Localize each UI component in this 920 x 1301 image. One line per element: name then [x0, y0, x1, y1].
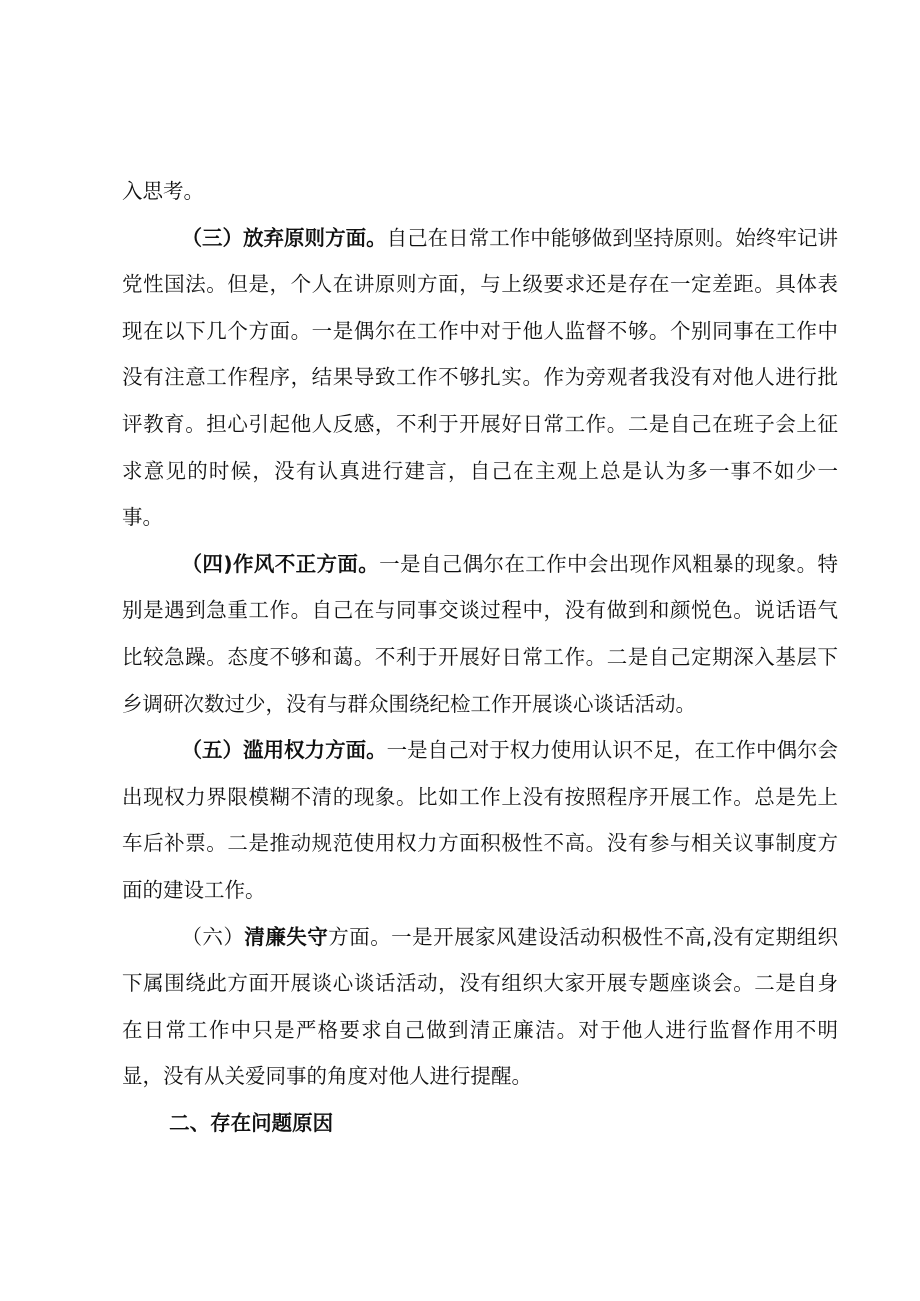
continuation-paragraph	[122, 168, 838, 215]
section-6-body: 一是开展家风建设活动积极性不高,没有定期组织下属围绕此方面开展谈心谈话活动，没有组织大家开展专题座谈会。二是自身在日常工作中只是严格要求自己做到清正廉洁。对于他人进行监督作用不明显，没有从关爱同事的角度对他人进行提醒。	[122, 924, 839, 1089]
section-5-label: （五）滥用权力方面。	[181, 738, 387, 763]
section-3-label: （三）放弃原则方面。	[181, 225, 387, 250]
section-6-label-suffix: 方面。	[328, 924, 392, 949]
section-5-body: 一是自己对于权力使用认识不足，在工作中偶尔会出现权力界限模糊不清的现象。比如工作上没有按照程序开展工作。总是先上车后补票。二是推动规范使用权力方面积极性不高。没有参与相关议事制度方面的建设工作。	[122, 738, 839, 902]
section-6-label-bold: 清廉失守	[244, 924, 329, 949]
section-4-body: 一是自己偶尔在工作中会出现作风粗暴的现象。特别是遇到急重工作。自己在与同事交谈过程中，没有做到和颜悦色。说话语气比较急躁。态度不够和蔼。不利于开展好日常工作。二是自己定期深入基层下乡调研次数过少，没有与群众围绕纪检工作开展谈心谈话活动。	[122, 551, 838, 716]
section-3-body: 自己在日常工作中能够做到坚持原则。始终牢记讲党性国法。但是，个人在讲原则方面，与上级要求还是存在一定差距。具体表现在以下几个方面。一是偶尔在工作中对于他人监督不够。个别同事在工作中没有注意工作程序，结果导致工作不够扎实。作为旁观者我没有对他人进行批评教育。担心引起他人反感，不利于开展好日常工作。二是自己在班子会上征求意见的时候，没有认真进行建言，自己在主观上总是认为多一事不如少一事。	[122, 225, 839, 530]
section-6-label-prefix: （六）	[181, 924, 245, 949]
continuation-text: 入思考。	[122, 179, 204, 203]
section-5-paragraph	[122, 727, 838, 913]
section-3-paragraph	[122, 215, 838, 541]
section-4-paragraph	[122, 541, 838, 727]
document-page	[122, 168, 838, 1146]
section-4-label: （四)作风不正方面。	[181, 551, 380, 576]
section-heading-causes: 二、存在问题原因	[169, 1110, 334, 1135]
section-6-paragraph	[122, 914, 838, 1100]
